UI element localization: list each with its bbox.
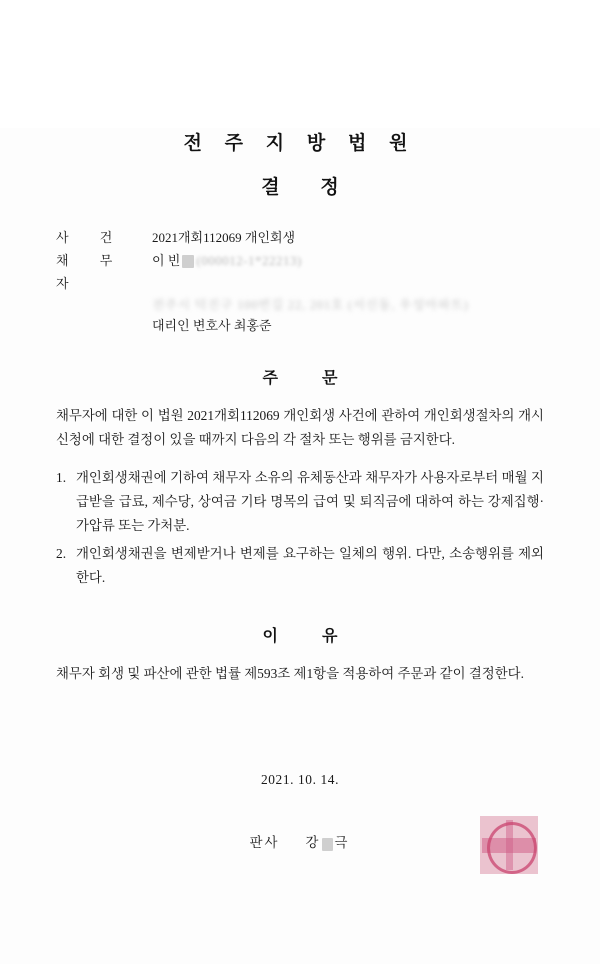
judge-signature-row bbox=[56, 832, 544, 851]
document-page bbox=[0, 128, 600, 964]
case-value: 2021개회112069 개인회생 bbox=[152, 230, 296, 245]
redaction-block bbox=[322, 838, 333, 851]
debtor-row bbox=[56, 250, 544, 296]
reason-section-heading: 이 유 bbox=[262, 628, 358, 646]
decision-date: 2021. 10. 14. bbox=[260, 772, 340, 788]
judge-name-suffix: 극 bbox=[334, 835, 351, 851]
list-item-text: 개인회생채권에 기하여 채무자 소유의 유체동산과 채무자가 사용자로부터 매월 지급받을 급료, 제수당, 상여금 기타 명목의 급여 및 퇴직금에 대하여 하는 강제집행·가압류 또는 가처분. bbox=[76, 470, 544, 533]
debtor-label: 채 무 자 bbox=[56, 252, 127, 291]
agent-row: 대리인 변호사 최홍준 bbox=[152, 318, 272, 334]
seal-ring-icon bbox=[487, 822, 537, 874]
list-item-number: 1. bbox=[56, 470, 67, 486]
main-paragraph: 채무자에 대한 이 법원 2021개회112069 개인회생 사건에 관하여 개인회생절차의 개시신청에 대한 결정이 있을 때까지 다음의 각 절차 또는 행위를 금지한다. bbox=[56, 408, 544, 448]
debtor-id-blurred: (000012-1*22213) bbox=[196, 252, 302, 268]
debtor-value bbox=[152, 250, 544, 273]
court-title: 전 주 지 방 법 원 bbox=[183, 133, 417, 154]
main-section-heading: 주 문 bbox=[262, 370, 358, 388]
list-item bbox=[56, 542, 544, 590]
judge-name-prefix: 강 bbox=[305, 835, 322, 851]
case-label: 사 건 bbox=[56, 230, 127, 245]
prohibited-acts-list bbox=[56, 466, 544, 589]
redaction-block bbox=[182, 255, 194, 268]
debtor-address-blurred: 전주시 덕진구 100번길 22, 201호 (서신동, 우성아파트) bbox=[152, 298, 469, 313]
debtor-address-row bbox=[152, 295, 544, 315]
case-row bbox=[56, 227, 544, 250]
decision-title: 결 정 bbox=[261, 177, 357, 198]
case-meta bbox=[56, 227, 544, 337]
court-seal-stamp bbox=[480, 816, 538, 874]
list-item bbox=[56, 466, 544, 538]
list-item-number: 2. bbox=[56, 545, 67, 561]
debtor-name: 이 빈 bbox=[152, 252, 181, 268]
list-item-text: 개인회생채권을 변제받거나 변제를 요구하는 일체의 행위. 다만, 소송행위를 제외한다. bbox=[76, 545, 544, 585]
reason-paragraph: 채무자 회생 및 파산에 관한 법률 제593조 제1항을 적용하여 주문과 같이 결정한다. bbox=[56, 666, 524, 682]
judge-label: 판사 bbox=[249, 835, 280, 851]
